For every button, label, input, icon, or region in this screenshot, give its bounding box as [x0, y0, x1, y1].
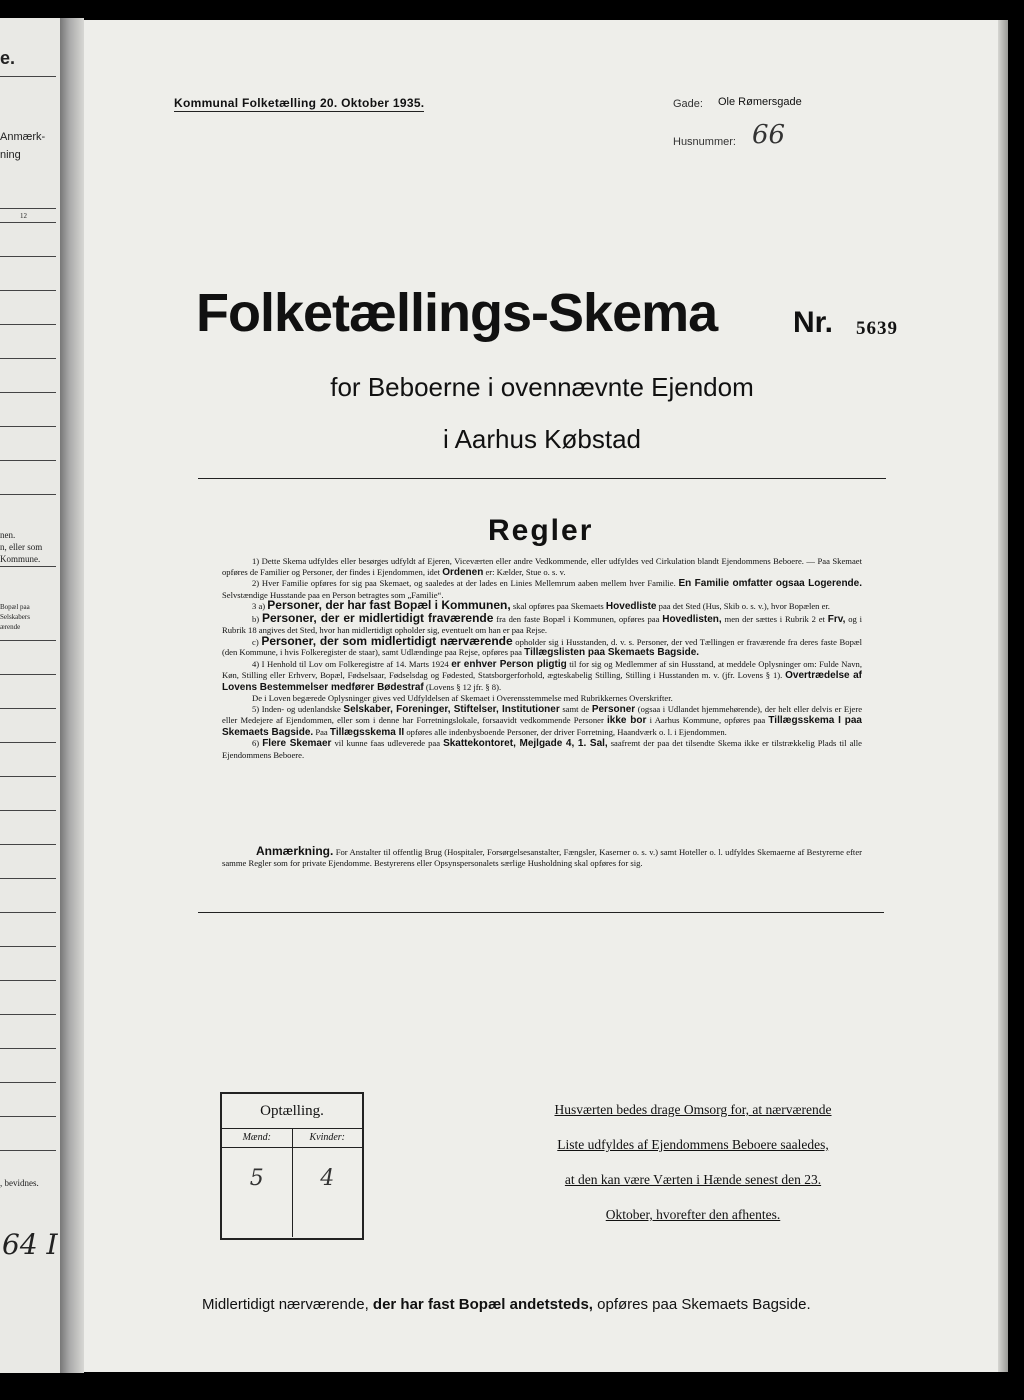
landlord-instructions-line: Liste udfyldes af Ejendommens Beboere saaledes,	[557, 1137, 829, 1152]
previous-page-strip	[0, 18, 60, 1373]
rule-6: 6) Flere Skemaer vil kunne faas udleverede paa Skattekontoret, Mejlgade 4, 1. Sal, saafremt der paa det tilsendte Skema ikke er tilstrækkelig Plads til alle Ejendommens Beboere.	[222, 738, 862, 760]
previous-page-fragment: , bevidnes.	[0, 1178, 39, 1188]
previous-page-fragment: ærende	[0, 623, 21, 631]
house-number-label: Husnummer:	[673, 136, 736, 148]
previous-page-fragment: Kommune.	[0, 554, 41, 564]
landlord-instructions-line: Oktober, hvorefter den afhentes.	[605, 1207, 781, 1222]
women-label: Kvinder:	[293, 1129, 363, 1148]
form-subtitle-line1: for Beboerne i ovennævnte Ejendom	[330, 372, 754, 402]
count-box	[220, 1092, 364, 1240]
form-title: Folketællings-Skema	[196, 283, 718, 343]
rule-2: 2) Hver Familie opføres for sig paa Skemaet, og saaledes at der lades en Linies Mellemrum aaben mellem hver Familie. En Familie omfatter ogsaa Logerende. Selvstændige Husstande paa en Person betragtes som „Familie“.	[222, 578, 862, 600]
form-subtitle-line2: i Aarhus Købstad	[443, 424, 641, 454]
rule-4: 4) I Henhold til Lov om Folkeregistre af 14. Marts 1924 er enhver Person pligtig til for sig og Medlemmer af sin Husstand, at meddele Oplysninger om: Fulde Navn, Køn, Stilling eller Erhverv, Bopæl, Fødselsaar, Fødselsdag og Fødested, Statsborgerforhold, ægteskabelig Stilling, Stilling i Husstanden m. v. (jfr. Lovens § 1). Overtrædelse af Lovens Bestemmelser medfører Bødestraf (Lovens § 12 jfr. § 8).	[222, 658, 862, 693]
rule-3c: c) Personer, der som midlertidigt nærværende opholder sig i Husstanden, d. v. s. Personer, der ved Tællingen er fraværende fra deres faste Bopæl (den Kommune, i hvis Folkeregister de staar), samt Udlændinge paa Rejse, opføres paa Tillægslisten paa Skemaets Bagside.	[222, 633, 863, 658]
landlord-instructions	[520, 1092, 866, 1232]
previous-page-fragment: nen.	[0, 530, 16, 540]
remark-divider	[198, 912, 884, 913]
rule-4b: De i Loven begærede Oplysninger gives ved Udfyldelsen af Skemaet i Overensstemmelse med Rubrikkernes Overskrifter.	[252, 693, 673, 703]
count-box-title: Optælling.	[222, 1094, 362, 1129]
rule-1: 1) Dette Skema udfyldes eller besørges udfyldt af Ejeren, Viceværten eller andre Vedkommende, eller udfyldes ved Cirkulation blandt Ejendommens Beboere. — Paa Skemaet opføres de Familier og Personer, der findes i Ejendommen, idet Ordenen er: Kælder, Stue o. s. v.	[222, 556, 862, 578]
women-count: 4	[320, 1166, 335, 1191]
previous-page-fragment: Selskabers	[0, 613, 30, 621]
rules-text	[222, 556, 862, 760]
rule-3a: 3 a) Personer, der har fast Bopæl i Kommunen, skal opføres paa Skemaets Hovedliste paa det Sted (Hus, Skib o. s. v.), hvor Bopælen er.	[252, 598, 830, 612]
landlord-instructions-line: at den kan være Værten i Hænde senest den 23.	[564, 1172, 822, 1187]
landlord-instructions-line: Husværten bedes drage Omsorg for, at nærværende	[554, 1102, 832, 1117]
rules-heading: Regler	[488, 514, 594, 547]
footer-note: Midlertidigt nærværende, der har fast Bopæl andetsteds, opføres paa Skemaets Bagside.	[202, 1296, 811, 1313]
previous-page-fragment: Bopæl paa	[0, 603, 30, 611]
house-number-value: 66	[752, 120, 786, 150]
previous-page-handwritten-note: 64 I	[2, 1228, 58, 1261]
rule-5: 5) Inden- og udenlandske Selskaber, Foreninger, Stiftelser, Institutioner samt de Personer (ogsaa i Udlandet hjemmehørende), der helt eller delvis er Ejere eller Medejere af Ejendommen, eller som i denne har Forretningslokale, forsaavidt vedkommende Personer ikke bor i Aarhus Kommune, opføres paa Tillægsskema I paa Skemaets Bagside. Paa Tillægsskema II opføres alle indenbysboende Personer, der driver Forretning, Haandværk o. l. i Ejendommen.	[222, 703, 863, 738]
previous-page-title-fragment: e.	[0, 48, 16, 68]
previous-page-column-header: Anmærk- ning	[0, 131, 46, 161]
street-value: Ole Rømersgade	[718, 96, 802, 108]
previous-page-fragment: n, eller som	[0, 542, 43, 552]
page-edge	[998, 20, 1008, 1372]
women-column	[292, 1129, 363, 1237]
rule-3b: b) Personer, der er midlertidigt fraværende fra den faste Bopæl i Kommunen, opføres paa Hovedlisten, men der sættes i Rubrik 2 et Frv, og i Rubrik 18 angives det Sted, hvor han midlertidigt opholder sig, eventuelt om han er paa Rejse.	[222, 610, 863, 635]
men-column	[222, 1129, 292, 1237]
street-label: Gade:	[673, 98, 703, 110]
men-count: 5	[249, 1166, 264, 1191]
form-number-value: 5639	[856, 318, 898, 339]
previous-page-column-number: 12	[20, 212, 27, 220]
census-header: Kommunal Folketælling 20. Oktober 1935.	[174, 96, 425, 110]
remark	[222, 846, 862, 868]
title-divider	[198, 478, 886, 479]
book-gutter	[60, 18, 84, 1373]
remark-label: Anmærkning.	[256, 844, 334, 858]
remark-text: For Anstalter til offentlig Brug (Hospitaler, Forsørgelsesanstalter, Fængsler, Kaserner o. s. v.) samt Hoteller o. l. udfyldes Skemaerne af Bestyrerne efter samme Regler som for private Ejendomme. Bestyrerens eller Opsynspersonalets særlige Husholdning skal opføres for sig.	[222, 847, 862, 868]
form-number-label: Nr.	[793, 306, 834, 339]
men-label: Mænd:	[222, 1129, 292, 1148]
